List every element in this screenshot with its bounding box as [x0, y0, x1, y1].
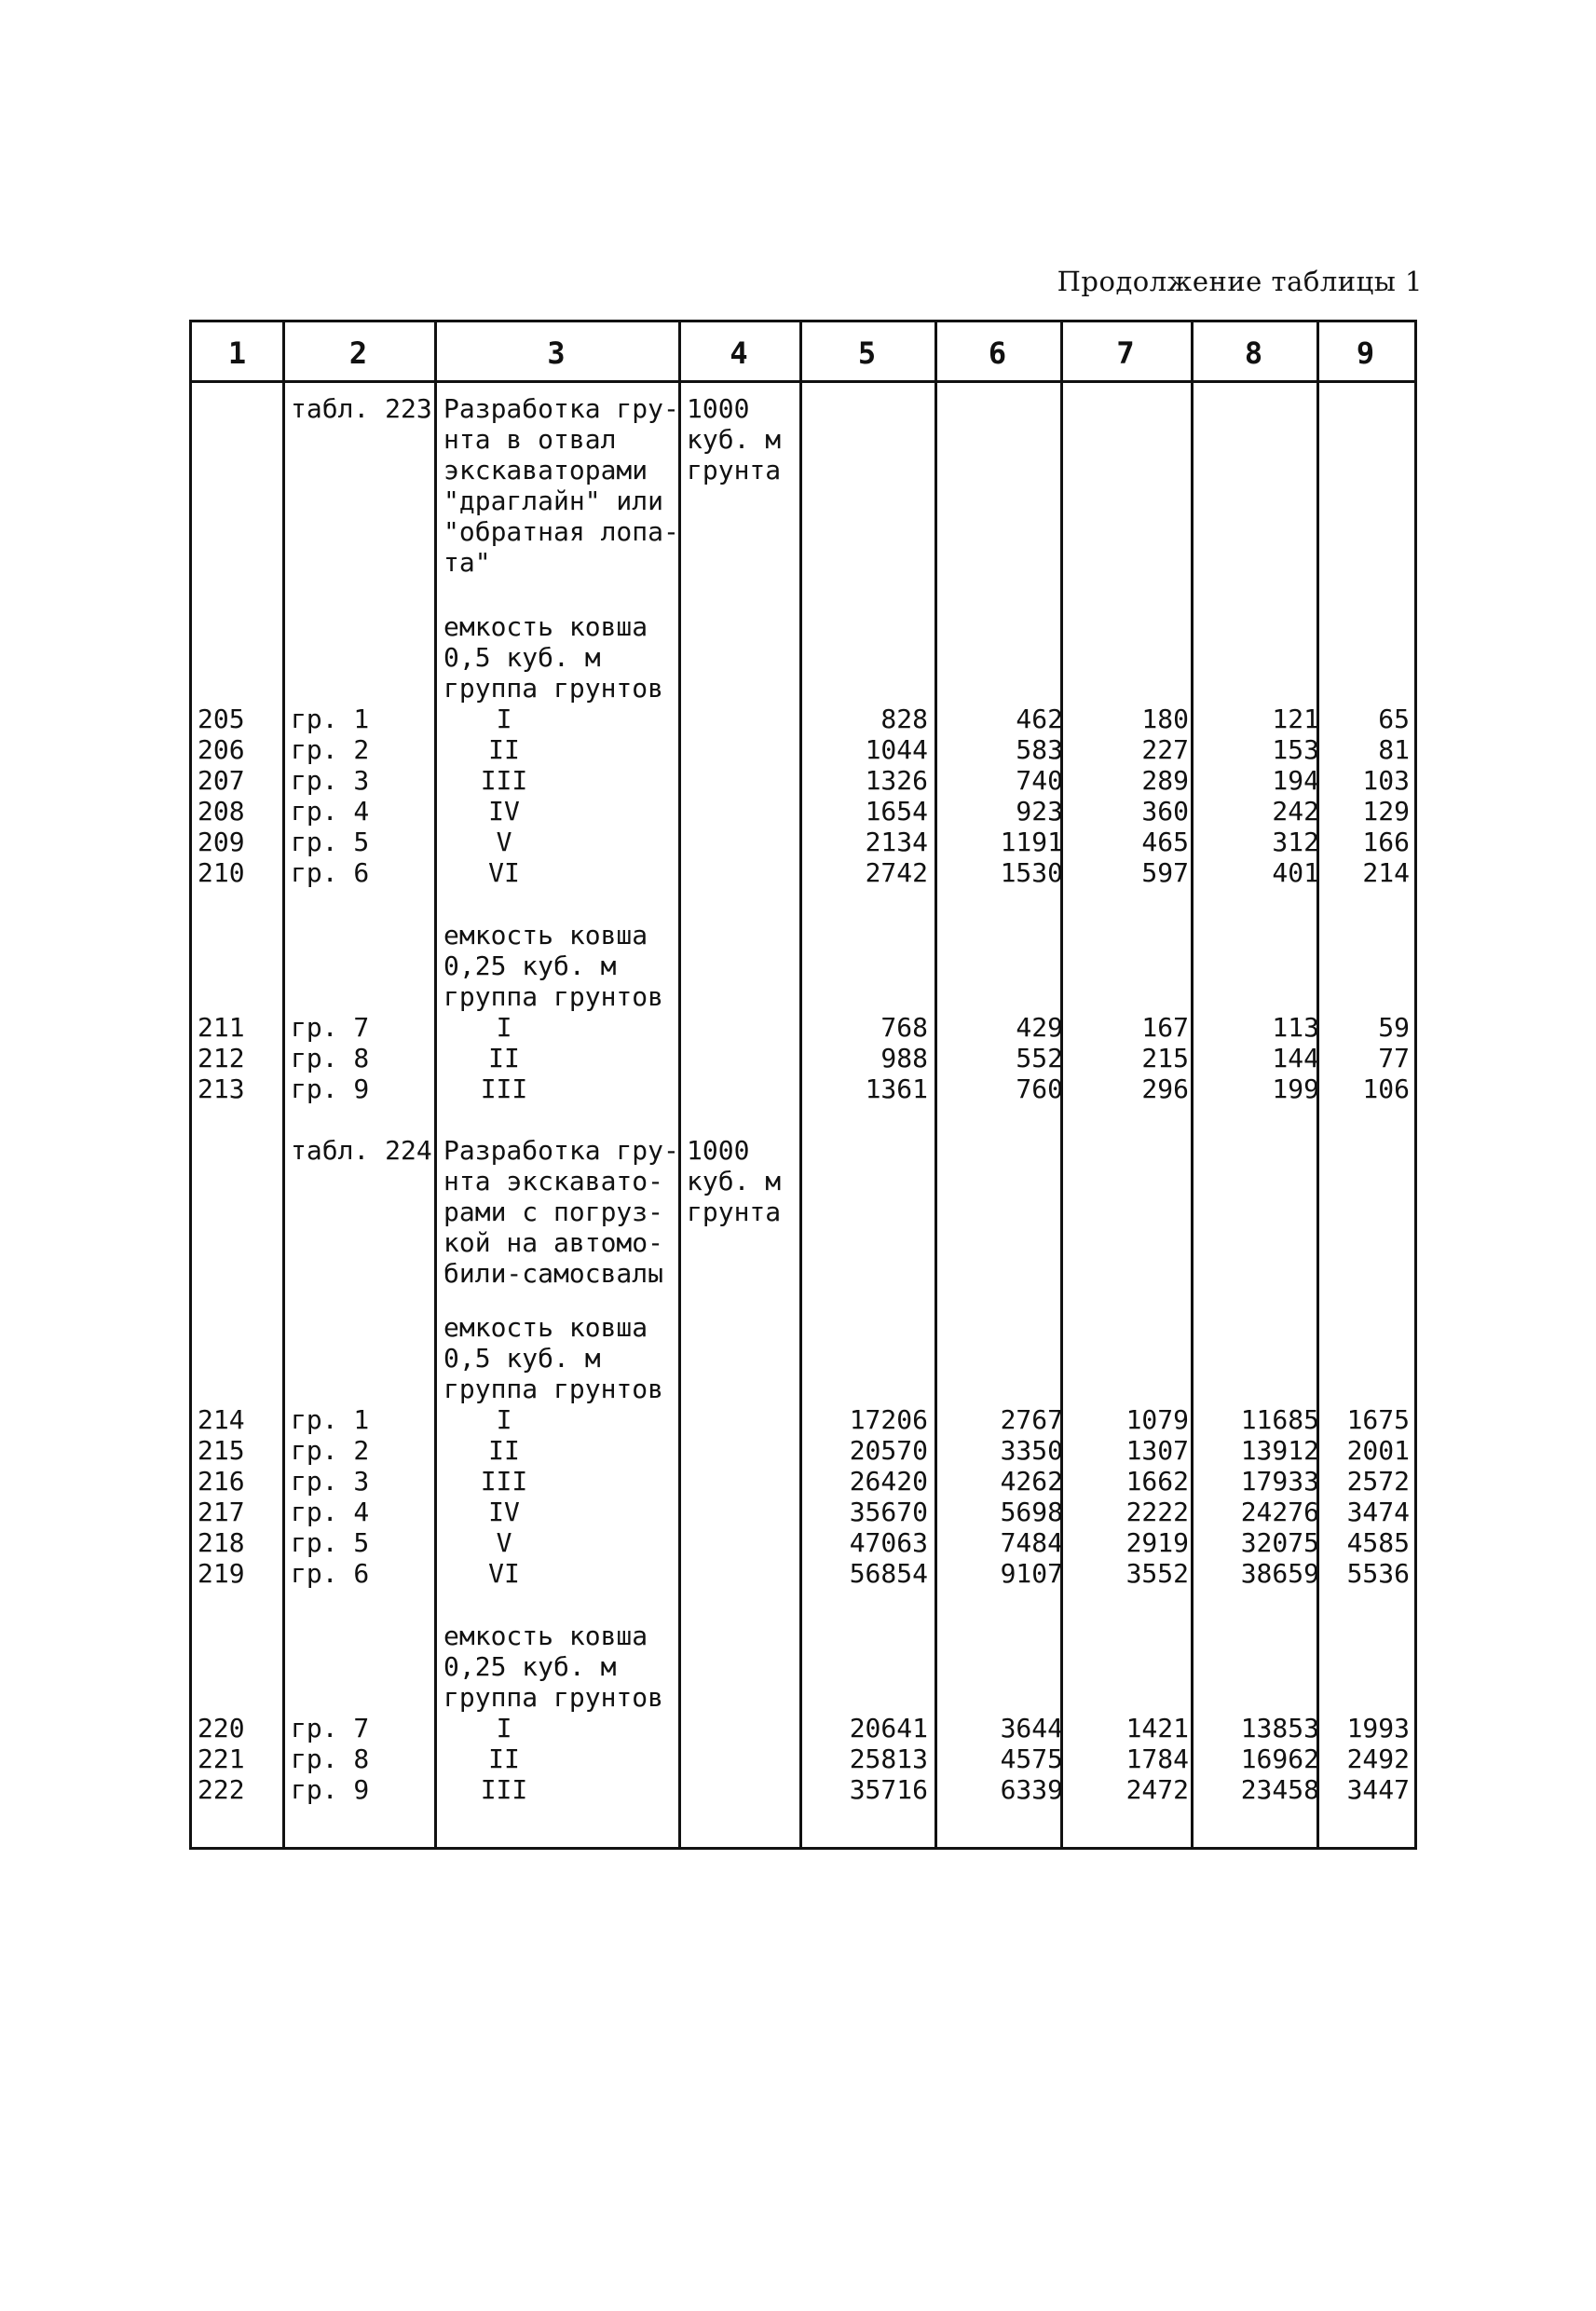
value-col-8: 38659	[1240, 1558, 1319, 1589]
row-group: гр. 6	[291, 1558, 370, 1589]
value-col-7: 1662	[1125, 1466, 1189, 1497]
value-col-7: 296	[1141, 1073, 1189, 1104]
row-group: гр. 8	[291, 1744, 370, 1774]
value-col-9: 4585	[1346, 1527, 1410, 1558]
value-col-8: 153	[1272, 734, 1319, 765]
group-label: емкость ковша 0,25 куб. м группа грунтов	[443, 920, 664, 1012]
row-group: гр. 5	[291, 827, 370, 857]
column-divider	[799, 322, 802, 1847]
value-col-7: 1784	[1125, 1744, 1189, 1774]
value-col-5: 56854	[849, 1558, 928, 1589]
row-number: 221	[198, 1744, 245, 1774]
value-col-8: 23458	[1240, 1774, 1319, 1805]
value-col-7: 360	[1141, 796, 1189, 827]
row-number: 208	[198, 796, 245, 827]
value-col-8: 16962	[1240, 1744, 1319, 1774]
value-col-6: 583	[1016, 734, 1063, 765]
value-col-8: 312	[1272, 827, 1319, 857]
value-col-8: 32075	[1240, 1527, 1319, 1558]
data-table	[189, 320, 1417, 1850]
value-col-6: 1530	[1000, 857, 1063, 888]
column-header-3: 3	[547, 335, 566, 371]
value-col-9: 214	[1362, 857, 1410, 888]
value-col-6: 923	[1016, 796, 1063, 827]
section-ref: табл. 224	[291, 1135, 432, 1166]
value-col-9: 3447	[1346, 1774, 1410, 1805]
row-group: гр. 9	[291, 1774, 370, 1805]
value-col-5: 2742	[865, 857, 928, 888]
row-group: гр. 6	[291, 857, 370, 888]
value-col-8: 13912	[1240, 1435, 1319, 1466]
row-number: 215	[198, 1435, 245, 1466]
row-number: 212	[198, 1043, 245, 1073]
value-col-7: 1307	[1125, 1435, 1189, 1466]
group-label: емкость ковша 0,5 куб. м группа грунтов	[443, 1312, 664, 1404]
soil-category: II	[488, 1043, 520, 1073]
value-col-7: 1079	[1125, 1404, 1189, 1435]
column-header-1: 1	[227, 335, 247, 371]
value-col-9: 106	[1362, 1073, 1410, 1104]
value-col-8: 13853	[1240, 1713, 1319, 1744]
soil-category: I	[496, 704, 512, 734]
value-col-9: 1993	[1346, 1713, 1410, 1744]
value-col-6: 760	[1016, 1073, 1063, 1104]
row-number: 210	[198, 857, 245, 888]
value-col-9: 2572	[1346, 1466, 1410, 1497]
soil-category: III	[480, 1774, 528, 1805]
value-col-5: 768	[880, 1012, 928, 1043]
value-col-8: 17933	[1240, 1466, 1319, 1497]
column-divider	[282, 322, 285, 1847]
value-col-6: 4575	[1000, 1744, 1063, 1774]
soil-category: II	[488, 734, 520, 765]
column-divider	[934, 322, 937, 1847]
row-number: 219	[198, 1558, 245, 1589]
value-col-5: 828	[880, 704, 928, 734]
row-group: гр. 8	[291, 1043, 370, 1073]
column-header-9: 9	[1356, 335, 1375, 371]
row-group: гр. 2	[291, 734, 370, 765]
value-col-9: 2001	[1346, 1435, 1410, 1466]
value-col-5: 17206	[849, 1404, 928, 1435]
row-group: гр. 9	[291, 1073, 370, 1104]
unit-of-measure: 1000 куб. м грунта	[687, 393, 782, 485]
value-col-5: 35670	[849, 1497, 928, 1527]
soil-category: III	[480, 765, 528, 796]
value-col-9: 3474	[1346, 1497, 1410, 1527]
row-number: 213	[198, 1073, 245, 1104]
row-number: 218	[198, 1527, 245, 1558]
value-col-5: 988	[880, 1043, 928, 1073]
value-col-5: 20641	[849, 1713, 928, 1744]
group-label: емкость ковша 0,25 куб. м группа грунтов	[443, 1620, 664, 1713]
value-col-6: 9107	[1000, 1558, 1063, 1589]
row-group: гр. 7	[291, 1713, 370, 1744]
value-col-6: 740	[1016, 765, 1063, 796]
column-header-7: 7	[1116, 335, 1135, 371]
value-col-9: 65	[1378, 704, 1410, 734]
work-description: Разработка гру- нта в отвал экскаваторами "драглайн" или "обратная лопа- та"	[443, 393, 679, 578]
value-col-6: 6339	[1000, 1774, 1063, 1805]
value-col-9: 59	[1378, 1012, 1410, 1043]
soil-category: IV	[488, 796, 520, 827]
column-header-5: 5	[857, 335, 877, 371]
value-col-9: 77	[1378, 1043, 1410, 1073]
row-number: 207	[198, 765, 245, 796]
value-col-9: 129	[1362, 796, 1410, 827]
column-divider	[1191, 322, 1194, 1847]
value-col-6: 2767	[1000, 1404, 1063, 1435]
value-col-7: 465	[1141, 827, 1189, 857]
value-col-7: 597	[1141, 857, 1189, 888]
column-header-8: 8	[1244, 335, 1263, 371]
value-col-5: 35716	[849, 1774, 928, 1805]
soil-category: I	[496, 1404, 512, 1435]
row-number: 222	[198, 1774, 245, 1805]
header-divider	[192, 380, 1414, 383]
column-header-2: 2	[348, 335, 368, 371]
value-col-5: 1044	[865, 734, 928, 765]
row-number: 205	[198, 704, 245, 734]
work-description: Разработка гру- нта экскавато- рами с погруз- кой на автомо- били-самосвалы	[443, 1135, 679, 1289]
value-col-6: 3644	[1000, 1713, 1063, 1744]
value-col-8: 113	[1272, 1012, 1319, 1043]
value-col-8: 144	[1272, 1043, 1319, 1073]
table-caption: Продолжение таблицы 1	[1057, 266, 1423, 297]
value-col-8: 24276	[1240, 1497, 1319, 1527]
value-col-7: 167	[1141, 1012, 1189, 1043]
soil-category: II	[488, 1435, 520, 1466]
soil-category: III	[480, 1466, 528, 1497]
value-col-9: 1675	[1346, 1404, 1410, 1435]
value-col-7: 289	[1141, 765, 1189, 796]
row-number: 214	[198, 1404, 245, 1435]
row-group: гр. 4	[291, 1497, 370, 1527]
row-number: 217	[198, 1497, 245, 1527]
value-col-5: 20570	[849, 1435, 928, 1466]
column-divider	[434, 322, 437, 1847]
value-col-7: 3552	[1125, 1558, 1189, 1589]
value-col-8: 194	[1272, 765, 1319, 796]
value-col-8: 401	[1272, 857, 1319, 888]
value-col-6: 1191	[1000, 827, 1063, 857]
value-col-7: 1421	[1125, 1713, 1189, 1744]
unit-of-measure: 1000 куб. м грунта	[687, 1135, 782, 1227]
value-col-9: 2492	[1346, 1744, 1410, 1774]
value-col-8: 242	[1272, 796, 1319, 827]
value-col-7: 215	[1141, 1043, 1189, 1073]
row-group: гр. 3	[291, 1466, 370, 1497]
value-col-5: 2134	[865, 827, 928, 857]
soil-category: VI	[488, 857, 520, 888]
value-col-6: 429	[1016, 1012, 1063, 1043]
value-col-5: 1654	[865, 796, 928, 827]
soil-category: I	[496, 1713, 512, 1744]
soil-category: IV	[488, 1497, 520, 1527]
column-header-6: 6	[988, 335, 1007, 371]
soil-category: I	[496, 1012, 512, 1043]
value-col-7: 2472	[1125, 1774, 1189, 1805]
row-number: 209	[198, 827, 245, 857]
value-col-6: 3350	[1000, 1435, 1063, 1466]
row-group: гр. 5	[291, 1527, 370, 1558]
value-col-6: 552	[1016, 1043, 1063, 1073]
row-number: 211	[198, 1012, 245, 1043]
value-col-6: 5698	[1000, 1497, 1063, 1527]
value-col-5: 1326	[865, 765, 928, 796]
row-group: гр. 2	[291, 1435, 370, 1466]
row-group: гр. 7	[291, 1012, 370, 1043]
value-col-7: 2222	[1125, 1497, 1189, 1527]
value-col-9: 103	[1362, 765, 1410, 796]
value-col-5: 25813	[849, 1744, 928, 1774]
group-label: емкость ковша 0,5 куб. м группа грунтов	[443, 611, 664, 704]
value-col-6: 7484	[1000, 1527, 1063, 1558]
value-col-8: 199	[1272, 1073, 1319, 1104]
soil-category: V	[496, 827, 512, 857]
value-col-8: 11685	[1240, 1404, 1319, 1435]
value-col-5: 47063	[849, 1527, 928, 1558]
row-group: гр. 4	[291, 796, 370, 827]
row-number: 206	[198, 734, 245, 765]
row-group: гр. 3	[291, 765, 370, 796]
value-col-9: 166	[1362, 827, 1410, 857]
row-number: 220	[198, 1713, 245, 1744]
row-number: 216	[198, 1466, 245, 1497]
value-col-6: 4262	[1000, 1466, 1063, 1497]
section-ref: табл. 223	[291, 393, 432, 424]
soil-category: V	[496, 1527, 512, 1558]
value-col-7: 227	[1141, 734, 1189, 765]
value-col-7: 2919	[1125, 1527, 1189, 1558]
column-header-4: 4	[730, 335, 748, 371]
value-col-9: 81	[1378, 734, 1410, 765]
soil-category: II	[488, 1744, 520, 1774]
soil-category: III	[480, 1073, 528, 1104]
value-col-7: 180	[1141, 704, 1189, 734]
row-group: гр. 1	[291, 704, 370, 734]
value-col-9: 5536	[1346, 1558, 1410, 1589]
value-col-6: 462	[1016, 704, 1063, 734]
value-col-5: 26420	[849, 1466, 928, 1497]
value-col-5: 1361	[865, 1073, 928, 1104]
soil-category: VI	[488, 1558, 520, 1589]
value-col-8: 121	[1272, 704, 1319, 734]
row-group: гр. 1	[291, 1404, 370, 1435]
